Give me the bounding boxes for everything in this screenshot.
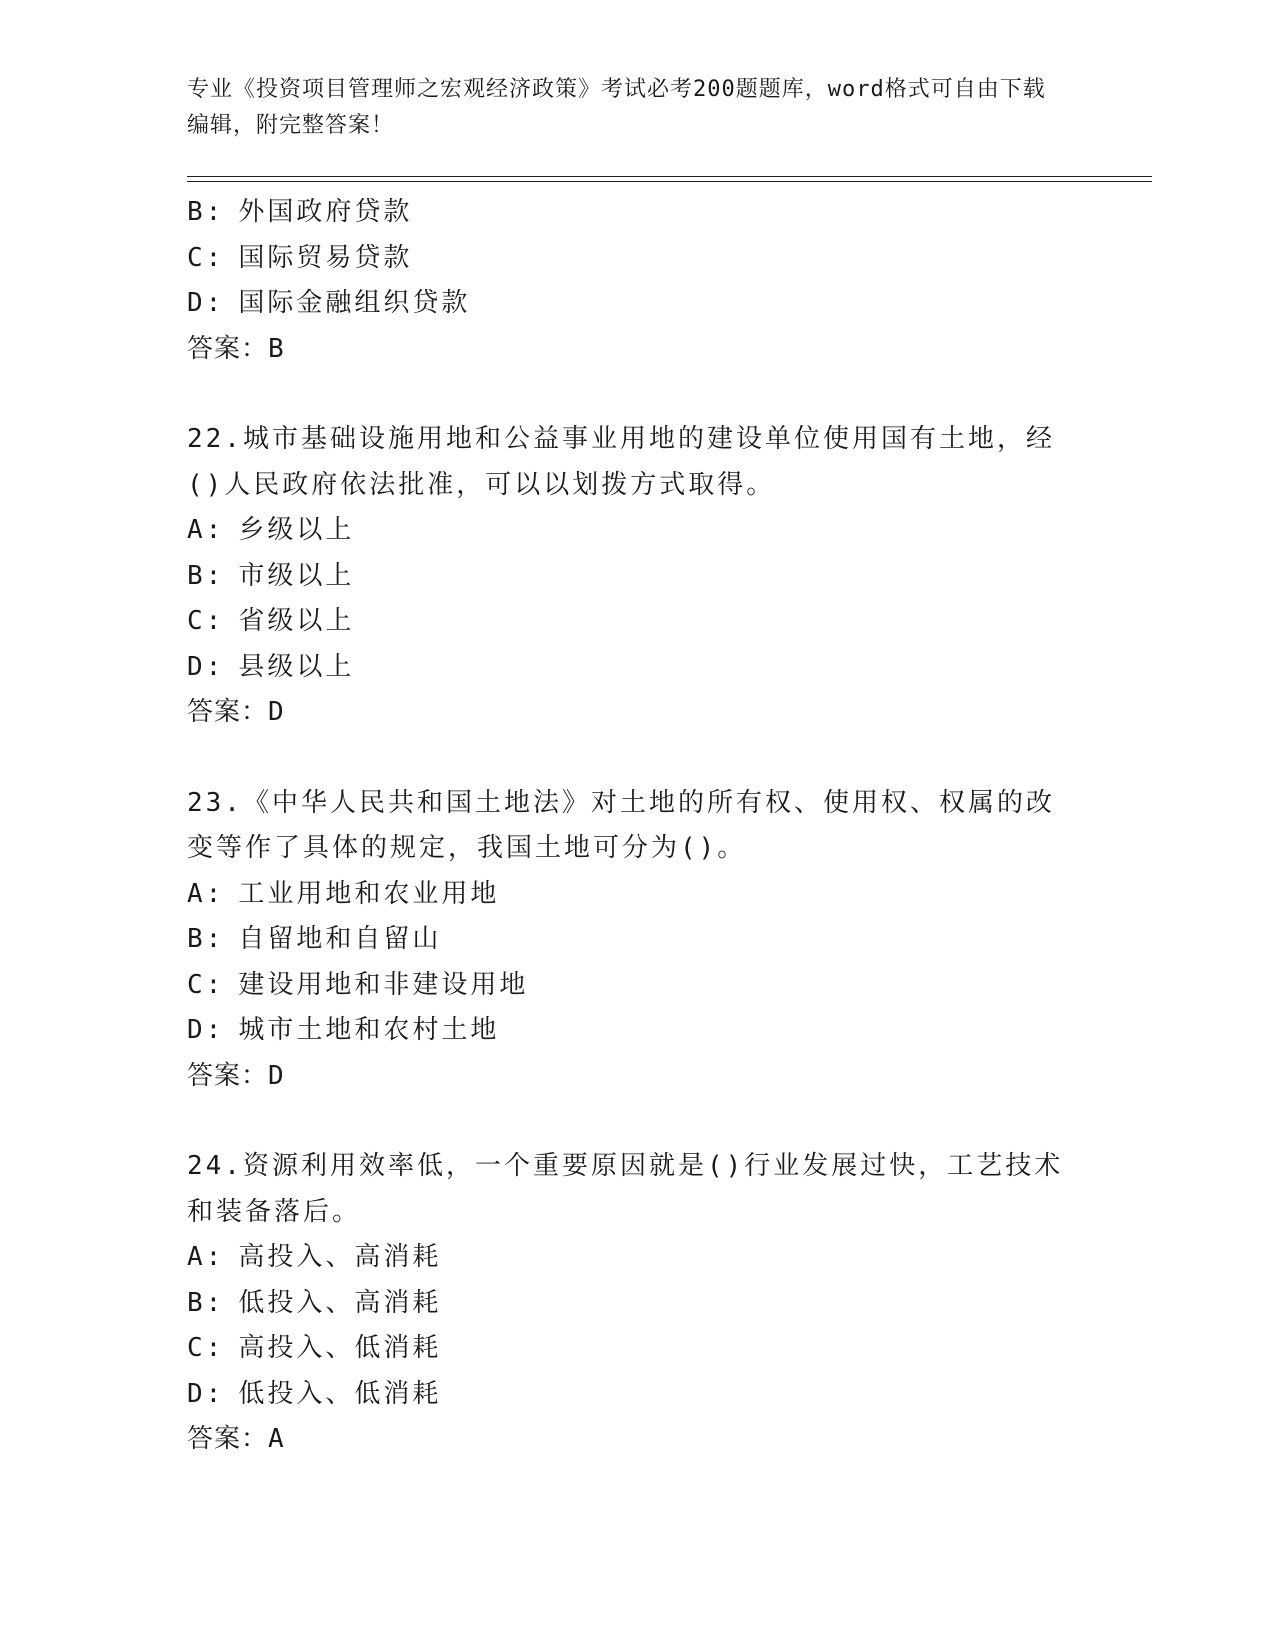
- question-24: [187, 1144, 1087, 1463]
- question-text: 24.资源利用效率低，一个重要原因就是()行业发展过快，工艺技术和装备落后。: [187, 1151, 1064, 1227]
- option-c: C: 建设用地和非建设用地: [187, 969, 529, 1000]
- answer-label: 答案：A: [187, 1424, 285, 1454]
- option-a: A: 工业用地和农业用地: [187, 878, 500, 909]
- option-b: B: 市级以上: [187, 560, 355, 591]
- question-text: 23.《中华人民共和国土地法》对土地的所有权、使用权、权属的改变等作了具体的规定，我国土地可分为()。: [187, 787, 1055, 863]
- prev-question-block: [187, 190, 1087, 372]
- option-d: D: 县级以上: [187, 651, 355, 682]
- header-rule-top: [187, 176, 1152, 177]
- answer-label: 答案：D: [187, 1060, 285, 1091]
- header-title: 专业《投资项目管理师之宏观经济政策》考试必考200题题库，word格式可自由下载编辑，附完整答案！: [187, 77, 1046, 138]
- option-d: D: 低投入、低消耗: [187, 1378, 442, 1409]
- option-d: D: 城市土地和农村土地: [187, 1015, 500, 1045]
- question-text: 22.城市基础设施用地和公益事业用地的建设单位使用国有土地，经()人民政府依法批准，可以以划拨方式取得。: [187, 424, 1055, 500]
- option-d: D: 国际金融组织贷款: [187, 288, 471, 318]
- option-c: C: 国际贸易贷款: [187, 242, 413, 273]
- option-c: C: 省级以上: [187, 606, 355, 636]
- option-c: C: 高投入、低消耗: [187, 1333, 442, 1363]
- option-b: B: 低投入、高消耗: [187, 1287, 442, 1318]
- answer-label: 答案：B: [187, 333, 285, 364]
- question-22: [187, 417, 1087, 736]
- answer-label: 答案：D: [187, 697, 285, 727]
- document-header: [187, 72, 1067, 144]
- question-23: [187, 781, 1087, 1100]
- option-a: A: 高投入、高消耗: [187, 1242, 442, 1272]
- option-a: A: 乡级以上: [187, 515, 355, 545]
- option-b: B: 外国政府贷款: [187, 197, 413, 227]
- option-b: B: 自留地和自留山: [187, 924, 442, 954]
- header-rule-bottom: [187, 181, 1152, 182]
- question-content: [187, 190, 1087, 1463]
